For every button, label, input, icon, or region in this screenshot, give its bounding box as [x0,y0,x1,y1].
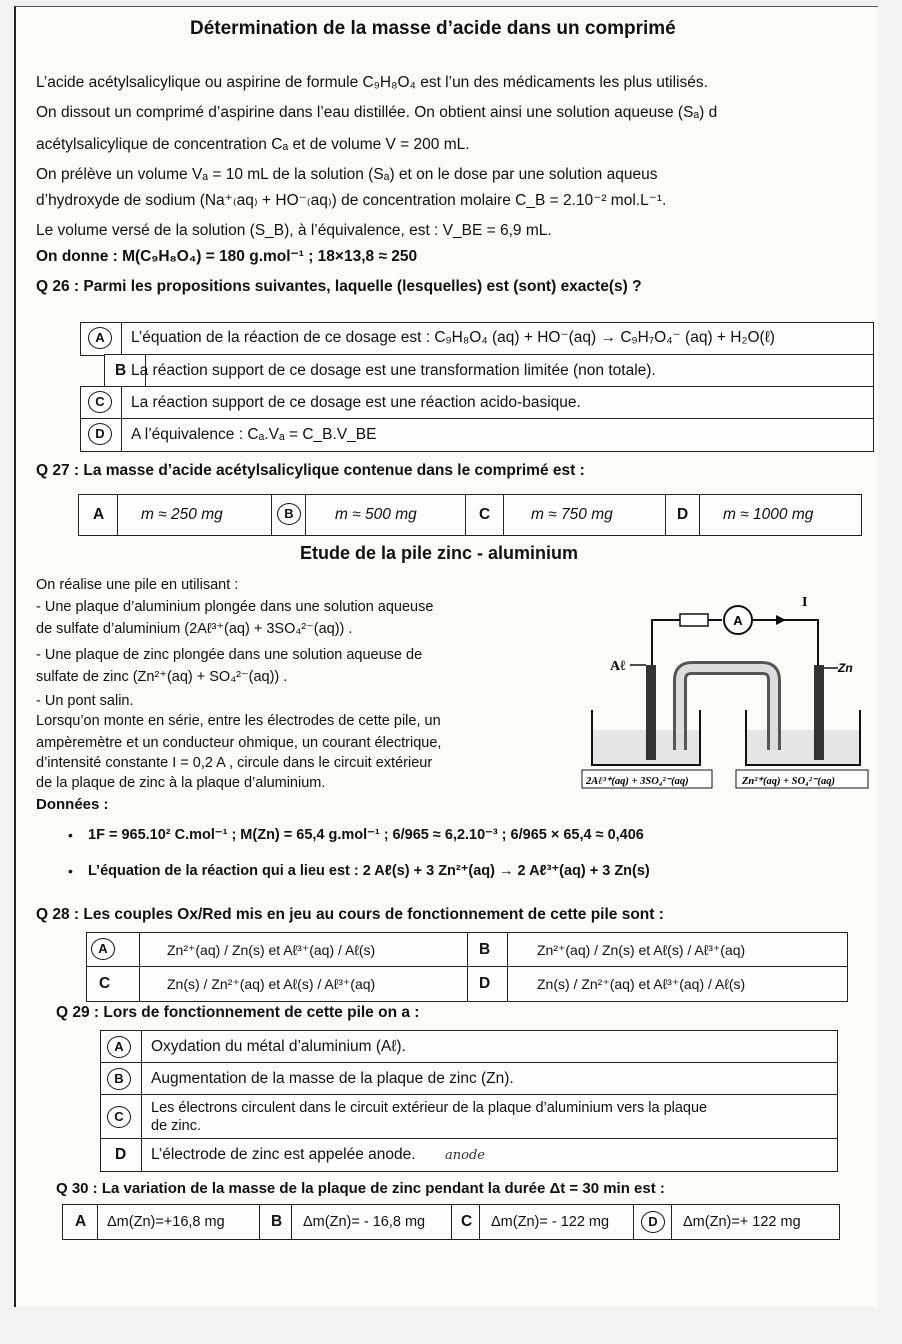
q26-option-b[interactable] [104,354,874,388]
q29-option-d[interactable] [100,1138,838,1172]
intro-line: Le volume versé de la solution (S_B), à l’équivalence, est : V_BE = 6,9 mL. [36,222,552,239]
handwritten-note: anode [445,1148,485,1163]
q29-option-a[interactable] [100,1030,838,1064]
ammeter-label: A [733,613,743,628]
q28-row-1 [86,932,848,968]
pile-text: d’intensité constante I = 0,2 A , circule dans le circuit extérieur [36,755,433,771]
question-27: Q 27 : La masse d’acide acétylsalicylique contenue dans le comprimé est : [36,462,585,479]
option-letter: A [93,506,105,523]
option-letter: C [461,1213,473,1230]
option-letter: A [91,938,115,960]
q26-option-d[interactable] [80,418,874,452]
pile-text: de la plaque de zinc à la plaque d’aluminium. [36,775,326,791]
option-letter: D [641,1211,665,1233]
intro-line: acétylsalicylique de concentration Cₐ et de volume V = 200 mL. [36,136,470,153]
bullet-icon: • [68,863,73,879]
q27-options [78,494,862,536]
option-text: L’équation de la réaction de ce dosage est : C₉H₈O₄ (aq) + HO⁻(aq) → C₉H₇O₄⁻ (aq) + H₂O(ℓ) [131,329,775,346]
q26-option-a[interactable] [80,322,874,356]
option-letter: D [88,423,112,445]
intro-line: On prélève un volume Vₐ = 10 mL de la solution (Sₐ) et on le dose par une solution aqueus [36,166,658,183]
option-text: Oxydation du métal d’aluminium (Aℓ). [151,1038,406,1055]
question-30: Q 30 : La variation de la masse de la plaque de zinc pendant la durée Δt = 30 min est : [56,1180,665,1197]
option-letter: B [107,1068,131,1090]
bullet-icon: • [68,827,73,843]
option-letter: B [271,1213,283,1230]
q30-option-d[interactable]: Δm(Zn)=+ 122 mg [683,1214,801,1230]
option-letter: C [88,391,112,413]
q29-option-b[interactable] [100,1062,838,1096]
option-letter: C [479,506,491,523]
q30-options [62,1204,840,1240]
q27-option-a[interactable]: m ≈ 250 mg [141,506,223,523]
option-text-continued: de zinc. [151,1118,201,1134]
given-data: On donne : M(C₉H₈O₄) = 180 g.mol⁻¹ ; 18×13,8 ≈ 250 [36,248,418,265]
donnees-label: Données : [36,796,109,813]
option-letter: D [677,506,689,523]
question-26: Q 26 : Parmi les propositions suivantes, laquelle (lesquelles) est (sont) exacte(s) ? [36,278,642,295]
option-letter: B [277,503,301,525]
option-letter: C [107,1106,131,1128]
option-letter: B [115,362,127,379]
q27-option-c[interactable]: m ≈ 750 mg [531,506,613,523]
pile-text: de sulfate d’aluminium (2Aℓ³⁺(aq) + 3SO₄²⁻(aq)) . [36,621,353,637]
label-zn: Zn [838,661,853,675]
q30-option-b[interactable]: Δm(Zn)= - 16,8 mg [303,1214,426,1230]
option-text: La réaction support de ce dosage est une réaction acido-basique. [131,394,581,411]
pile-text: - Une plaque d’aluminium plongée dans une solution aqueuse [36,599,434,615]
option-text: A l’équivalence : Cₐ.Vₐ = C_B.V_BE [131,426,377,443]
q30-option-a[interactable]: Δm(Zn)=+16,8 mg [107,1214,225,1230]
intro-line: L’acide acétylsalicylique ou aspirine de formule C₉H₈O₄ est l’un des médicaments les plus utilisés. [36,74,708,91]
section-title: Etude de la pile zinc - aluminium [300,543,579,563]
pile-text: - Une plaque de zinc plongée dans une solution aqueuse de [36,647,423,663]
option-letter: A [107,1036,131,1058]
option-text: L’électrode de zinc est appelée anode. [151,1146,416,1163]
current-label: I [802,595,808,610]
pile-diagram [580,590,872,790]
label-al: Aℓ [610,659,626,674]
page-title: Détermination de la masse d’acide dans un comprimé [190,18,676,39]
option-text: Augmentation de la masse de la plaque de zinc (Zn). [151,1070,514,1087]
option-text: La réaction support de ce dosage est une transformation limitée (non totale). [131,362,656,379]
q28-option-c[interactable]: Zn(s) / Zn²⁺(aq) et Aℓ(s) / Aℓ³⁺(aq) [167,976,376,992]
q26-option-c[interactable] [80,386,874,420]
intro-line: d’hydroxyde de sodium (Na⁺₍aq₎ + HO⁻₍aq₎) de concentration molaire C_B = 2.10⁻² mol.L⁻¹. [36,192,667,209]
q27-option-b[interactable]: m ≈ 500 mg [335,506,417,523]
q30-option-c[interactable]: Δm(Zn)= - 122 mg [491,1214,610,1230]
intro-line: On dissout un comprimé d’aspirine dans l’eau distillée. On obtient ainsi une solution aqueuse (Sₐ) d [36,104,718,121]
q28-option-d[interactable]: Zn(s) / Zn²⁺(aq) et Aℓ³⁺(aq) / Aℓ(s) [537,976,746,992]
pile-text: - Un pont salin. [36,693,134,709]
label-zn-solution: Zn²⁺(aq) + SO₄²⁻(aq) [742,776,835,787]
option-letter: A [75,1213,87,1230]
option-letter: D [479,975,491,992]
pile-text: sulfate de zinc (Zn²⁺(aq) + SO₄²⁻(aq)) . [36,669,288,685]
option-letter: A [88,327,112,349]
q28-option-a[interactable]: Zn²⁺(aq) / Zn(s) et Aℓ³⁺(aq) / Aℓ(s) [167,942,376,958]
q29-option-c[interactable] [100,1094,838,1140]
option-text: Les électrons circulent dans le circuit extérieur de la plaque d’aluminium vers la plaque [151,1100,708,1116]
q27-option-d[interactable]: m ≈ 1000 mg [723,506,814,523]
label-al-solution: 2Aℓ³⁺(aq) + 3SO₄²⁻(aq) [586,776,689,787]
resistor-icon [680,614,708,626]
q28-option-b[interactable]: Zn²⁺(aq) / Zn(s) et Aℓ(s) / Aℓ³⁺(aq) [537,942,746,958]
pile-text: Lorsqu’on monte en série, entre les électrodes de cette pile, un [36,713,441,729]
question-29: Q 29 : Lors de fonctionnement de cette pile on a : [56,1004,420,1021]
data-line-2: L’équation de la réaction qui a lieu est : 2 Aℓ(s) + 3 Zn²⁺(aq) → 2 Aℓ³⁺(aq) + 3 Zn(s) [88,863,650,879]
option-letter: B [479,941,491,958]
pile-text: ampèremètre et un conducteur ohmique, un courant électrique, [36,735,442,751]
q28-row-2 [86,966,848,1002]
question-28: Q 28 : Les couples Ox/Red mis en jeu au cours de fonctionnement de cette pile sont : [36,906,664,923]
option-letter: C [99,975,111,992]
data-line-1: 1F = 965.10² C.mol⁻¹ ; M(Zn) = 65,4 g.mol⁻¹ ; 6/965 ≈ 6,2.10⁻³ ; 6/965 × 65,4 ≈ 0,406 [88,827,644,843]
option-letter: D [115,1146,127,1163]
pile-text: On réalise une pile en utilisant : [36,577,239,593]
